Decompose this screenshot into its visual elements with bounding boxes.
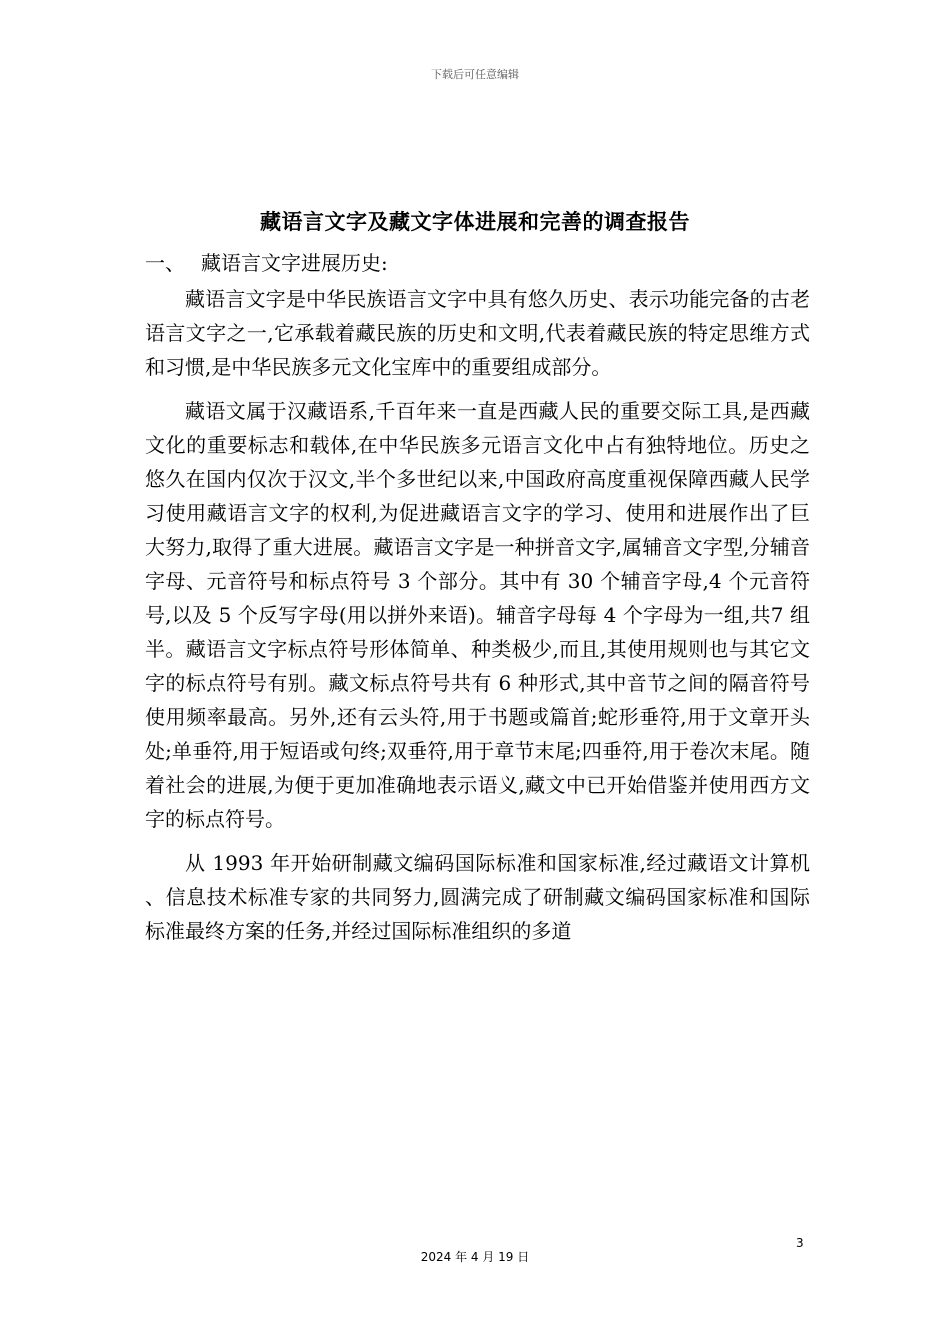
header-note: 下载后可任意编辑 (431, 68, 519, 81)
paragraph: 从 1993 年开始研制藏文编码国际标准和国家标准,经过藏语文计算机、信息技术标准专家的共同努力,圆满完成了研制藏文编码国家标准和国际标准最终方案的任务,并经过国际标准组织的多道 (145, 851, 810, 943)
paragraph: 藏语言文字是中华民族语言文字中具有悠久历史、表示功能完备的古老语言文字之一,它承载着藏民族的历史和文明,代表着藏民族的特定思维方式和习惯,是中华民族多元文化宝库中的重要组成部分。 (145, 287, 810, 379)
document-body (145, 246, 810, 958)
section-heading-text: 藏语言文字进展历史: (201, 251, 388, 275)
document-title: 藏语言文字及藏文字体进展和完善的调查报告 (260, 209, 690, 234)
section-heading (145, 246, 810, 280)
paragraph: 藏语文属于汉藏语系,千百年来一直是西藏人民的重要交际工具,是西藏文化的重要标志和载体,在中华民族多元语言文化中占有独特地位。历史之悠久在国内仅次于汉文,半个多世纪以来,中国政府高度重视保障西藏人民学习使用藏语言文字的权利,为促进藏语言文字的学习、使用和进展作出了巨大努力,取得了重大进展。藏语言文字是一种拼音文字,属辅音文字型,分辅音字母、元音符号和标点符号 3 个部分。其中有 30 个辅音字母,4 个元音符号,以及 5 个反写字母(用以拼外来语)。辅音字母每 4 个字母为一组,共7 组半。藏语言文字标点符号形体简单、种类极少,而且,其使用规则也与其它文字的标点符号有别。藏文标点符号共有 6 种形式,其中音节之间的隔音符号使用频率最高。另外,还有云头符,用于书题或篇首;蛇形垂符,用于文章开头处;单垂符,用于短语或句终;双垂符,用于章节末尾;四垂符,用于卷次末尾。随着社会的进展,为便于更加准确地表示语义,藏文中已开始借鉴并使用西方文字的标点符号。 (145, 399, 810, 831)
section-number: 一、 (145, 251, 185, 275)
footer-date: 2024 年 4 月 19 日 (420, 1250, 530, 1264)
page-number: 3 (796, 1236, 804, 1250)
